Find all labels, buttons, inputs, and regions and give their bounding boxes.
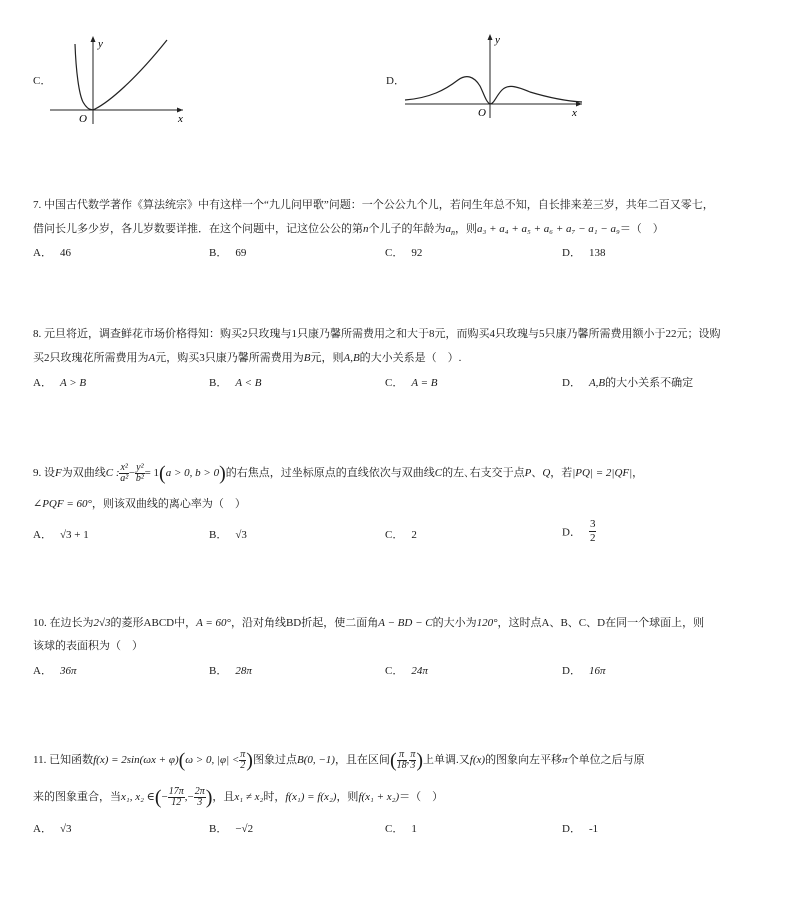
q8-option-c[interactable]: C． A = B [385, 377, 438, 389]
q7-option-d[interactable]: D． 138 [562, 247, 606, 259]
q7-option-b[interactable]: B． 69 [209, 247, 247, 259]
q10-option-d[interactable]: D． 16π [562, 665, 606, 677]
figure-d-graph [400, 30, 590, 120]
figure-c-x-label: x [178, 113, 183, 125]
q11-option-d[interactable]: D． -1 [562, 823, 599, 835]
q10-option-a[interactable]: A． 36π [33, 665, 77, 677]
q11-option-c[interactable]: C． 1 [385, 823, 417, 835]
q7-line1: 7. 中国古代数学著作《算法统宗》中有这样一个“九儿问甲歌”问题：一个公公九个儿，若问生年总不知，自长排来差三岁，共年二百又零七， [33, 199, 714, 211]
q8-line2: 买2只玫瑰花所需费用为A元，购买3只康乃馨所需费用为B元，则A,B的大小关系是（ ）. [33, 352, 462, 364]
figure-c-graph [45, 32, 195, 127]
q9-line1: 9. 设F为双曲线C : $\frac{\text{x²}}{\text{a²}}$ − $\frac{\text{y²}}{\text{b²}}$ = 1(a > 0, b > 0)的右焦点，过坐标原点的直线依次与双曲线C的左､右支交于点P、Q，若|PQ| = 2|QF|， [33, 461, 644, 485]
option-c-label: C． [33, 75, 52, 87]
q7-option-a[interactable]: A． 46 [33, 247, 71, 259]
q10-line2: 该球的表面积为（ ） [33, 640, 143, 652]
q10-option-b[interactable]: B． 28π [209, 665, 252, 677]
q7-line2: 借问长儿多少岁，各儿岁数要详推．在这个问题中，记这位公公的第n个儿子的年龄为$a_n$，则a₃ + a₄ + a₅ + a₆ + a₇ − a₁ − a₉＝（ ） [33, 223, 664, 238]
figure-c-y-label: y [98, 38, 103, 50]
option-d-label: D． [386, 75, 405, 87]
q10-line1: 10. 在边长为2√3的菱形ABCD中，A = 60°，沿对角线BD折起，使二面角A − BD − C的大小为120°，这时点A、B、C、D在同一个球面上，则 [33, 617, 705, 629]
q9-option-b[interactable]: B． √3 [209, 529, 247, 541]
q11-option-b[interactable]: B． −√2 [209, 823, 254, 835]
q9-option-d[interactable]: D． $\frac{3}{2}$ [562, 518, 596, 544]
q9-option-a[interactable]: A． √3 + 1 [33, 529, 89, 541]
figure-d-x-label: x [572, 107, 577, 119]
figure-d-y-label: y [495, 34, 500, 46]
q8-option-b[interactable]: B． A < B [209, 377, 262, 389]
figure-d-origin-label: O [478, 107, 486, 119]
figure-c-origin-label: O [79, 113, 87, 125]
q9-line2: ∠PQF = 60°，则该双曲线的离心率为（ ） [33, 498, 246, 510]
q8-line1: 8. 元旦将近，调查鲜花市场价格得知：购买2只玫瑰与1只康乃馨所需费用之和大于8元，而购买4只玫瑰与5只康乃馨所需费用额小于22元；设购 [33, 328, 721, 340]
q8-option-d[interactable]: D． A,B的大小关系不确定 [562, 377, 694, 389]
q11-option-a[interactable]: A． √3 [33, 823, 72, 835]
q8-option-a[interactable]: A． A > B [33, 377, 87, 389]
q11-line1: 11. 已知函数f(x) = 2sin(ωx + φ)(ω > 0, |φ| < $\frac{\pi}{2}$ )图象过点B(0, −1)，且在区间( $\frac{\pi}{18}$ , $\frac{\pi}{3}$ )上单调.又f(x)的图象向左平移π个单位之后与原 [33, 748, 645, 772]
q11-line2: 来的图象重合，当x₁, x₂ ∈(− $\frac{17\pi}{12}$ ,− $\frac{2\pi}{3}$ )，且x₁ ≠ x₂时，f(x₁) = f(x₂)，则f(x₁ + x₂)＝（ ） [33, 785, 444, 809]
q9-option-c[interactable]: C． 2 [385, 529, 417, 541]
q7-option-c[interactable]: C． 92 [385, 247, 423, 259]
q10-option-c[interactable]: C． 24π [385, 665, 428, 677]
